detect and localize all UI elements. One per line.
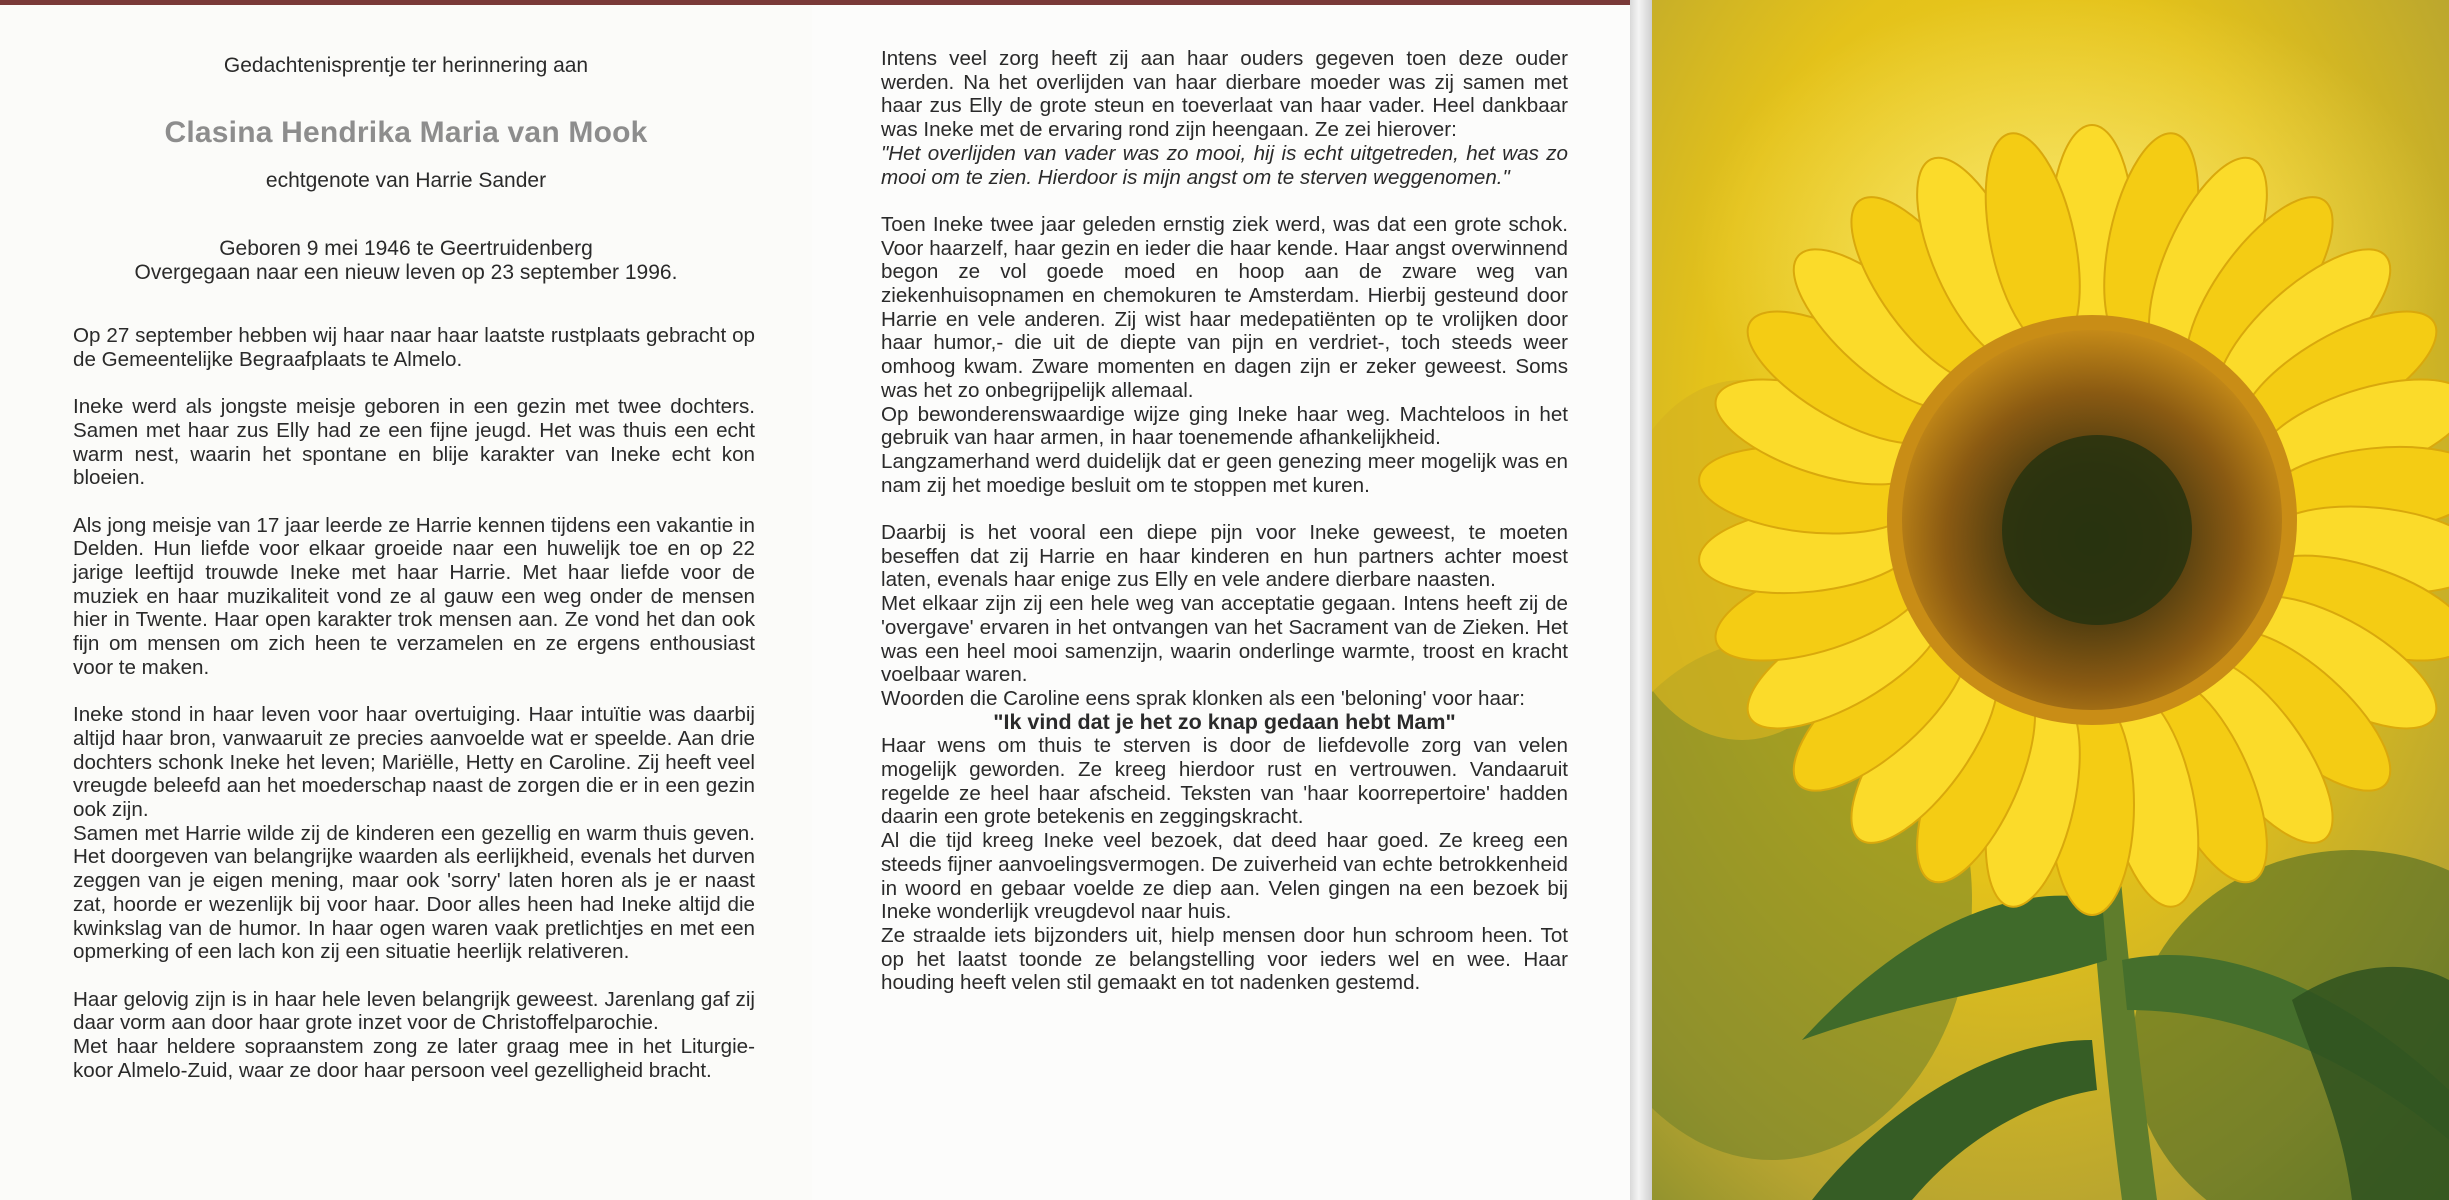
paragraph-parents: Intens veel zorg heeft zij aan haar ouders gegeven toen deze ouder werden. Na het overlijden van haar dierbare moeder was zij samen met haar zus Elly de grote steun en toeverlaat van haar vader. Heel dankbaar was Ineke met de ervaring rond zijn heengaan. Ze zei hierover:: [881, 47, 1568, 142]
paragraph-visits: Al die tijd kreeg Ineke veel bezoek, dat deed haar goed. Ze kreeg een steeds fijner aanvoelingsvermogen. De zuiverheid van echte betrokkenheid in woord en gebaar voelde ze diep aan. Velen gingen na een bezoek bij Ineke wonderlijk vreugdevol naar huis.: [881, 829, 1568, 924]
sunflower-image: [1652, 0, 2449, 1200]
paragraph-faith: Haar gelovig zijn is in haar hele leven belangrijk geweest. Jarenlang gaf zij daar vorm aan door haar grote inzet voor de Christoffelparochie.: [73, 987, 755, 1035]
left-text-column: [73, 324, 755, 1082]
middle-text-column: [881, 47, 1568, 995]
intro-line: Gedachtenisprentje ter herinnering aan: [223, 54, 589, 77]
paragraph-conviction: Ineke stond in haar leven voor haar overtuiging. Haar intuïtie was daarbij altijd haar bron, vanwaaruit ze precies aanvoelde wat er speelde. Aan drie dochters schonk Ineke het leven; Mariëlle, Hetty en Caroline. Zij heeft veel vreugde beleefd aan het moederschap naast de zorgen die er in een gezin ook zijn.: [73, 703, 755, 822]
paragraph-marriage: Als jong meisje van 17 jaar leerde ze Harrie kennen tijdens een vakantie in Delden. Hun liefde voor elkaar groeide naar een huwelijk toe en op 22 jarige leeftijd trouwde Ineke met haar Harrie. Met haar liefde voor de muziek en haar muzikaliteit vond ze al gauw een weg onder de mensen hier in Twente. Haar open karakter trok mensen aan. Ze vond het dan ook fijn om mensen om zich heen te verzamelen en ze ergens enthousiast voor te maken.: [73, 513, 755, 679]
paragraph-illness: Toen Ineke twee jaar geleden ernstig ziek werd, was dat een grote schok. Voor haarzelf, haar gezin en ieder die haar kende. Haar angst overwinnend begon ze vol goede moed en hoop aan de zware weg van ziekenhuisopnamen en chemokuren te Amsterdam. Hierbij gesteund door Harrie en vele anderen. Zij wist haar medepatiënten op te vrolijken door haar humor,- die uit de diepte van pijn en verdriet-, toch steeds weer omhoog kwam. Zware momenten en dagen zijn er zeker geweest. Soms was het zo onbegrijpelijk allemaal.: [881, 212, 1568, 402]
paragraph-caroline: Woorden die Caroline eens sprak klonken als een 'beloning' voor haar:: [881, 686, 1525, 710]
paragraph-pain: Daarbij is het vooral een diepe pijn voor Ineke geweest, te moeten beseffen dat zij Harrie en haar kinderen en hun partners achter moest laten, evenals haar enige zus Elly en vele andere dierbare naasten.: [881, 521, 1568, 592]
paragraph-youth: Ineke werd als jongste meisje geboren in een gezin met twee dochters. Samen met haar zus Elly had ze een fijne jeugd. Het was thuis een echt warm nest, waarin het spontane en blije karakter van Ineke echt kon bloeien.: [73, 395, 755, 490]
paragraph-burial: Op 27 september hebben wij haar naar haar laatste rustplaats gebracht op de Gemeentelijke Begraafplaats te Almelo.: [73, 324, 755, 371]
paragraph-admirable: Op bewonderenswaardige wijze ging Ineke haar weg. Machteloos in het gebruik van haar armen, in haar toenemende afhankelijkheid.: [881, 402, 1568, 450]
quote-caroline: "Ik vind dat je het zo knap gedaan hebt Mam": [993, 709, 1456, 734]
passing-line: Overgegaan naar een nieuw leven op 23 september 1996.: [134, 260, 678, 284]
spouse-line: echtgenote van Harrie Sander: [265, 169, 547, 192]
deceased-name: Clasina Hendrika Maria van Mook: [164, 116, 648, 149]
card-fold: [1630, 0, 1652, 1200]
paragraph-family: Samen met Harrie wilde zij de kinderen een gezellig en warm thuis geven. Het doorgeven van belangrijke waarden als eerlijkheid, evenals het durven zeggen van je eigen mening, maar ook 'sorry' laten horen als je er naast zat, hoorde er wezenlijk bij voor haar. Door alles heen had Ineke altijd die kwinkslag van de humor. In haar ogen waren vaak pretlichtjes en met een opmerking of een lach kon zij een situatie heerlijk relativeren.: [73, 821, 755, 964]
birth-line: Geboren 9 mei 1946 te Geertruidenberg: [219, 237, 593, 260]
quote-father: "Het overlijden van vader was zo mooi, hij is echt uitgetreden, het was zo mooi om te zien. Hierdoor is mijn angst om te sterven weggenomen.": [881, 141, 1568, 189]
paragraph-acceptance: Met elkaar zijn zij een hele weg van acceptatie gegaan. Intens heeft zij de 'overgave' ervaren in het ontvangen van het Sacrament van de Zieken. Het was een heel mooi samenzijn, waarin onderlinge warmte, troost en kracht voelbaar waren.: [881, 592, 1568, 687]
paragraph-choir: Met haar heldere sopraanstem zong ze later graag mee in het Liturgie-koor Almelo-Zuid, waar ze door haar persoon veel gezelligheid bracht.: [73, 1035, 755, 1082]
paragraph-radiance: Ze straalde iets bijzonders uit, hielp mensen door hun schroom heen. Tot op het laatst toonde ze belangstelling voor ieders wel en wee. Haar houding heeft velen stil gemaakt en tot nadenken gestemd.: [881, 923, 1568, 995]
paragraph-decision: Langzamerhand werd duidelijk dat er geen genezing meer mogelijk was en nam zij het moedige besluit om te stoppen met kuren.: [881, 449, 1568, 497]
dates-block: [0, 237, 812, 284]
paragraph-home: Haar wens om thuis te sterven is door de liefdevolle zorg van velen mogelijk geworden. Ze kreeg hierdoor rust en vertrouwen. Vandaaruit regelde ze heel haar afscheid. Teksten van 'haar koorrepertoire' hadden daarin een grote betekenis en zeggingskracht.: [881, 734, 1568, 829]
